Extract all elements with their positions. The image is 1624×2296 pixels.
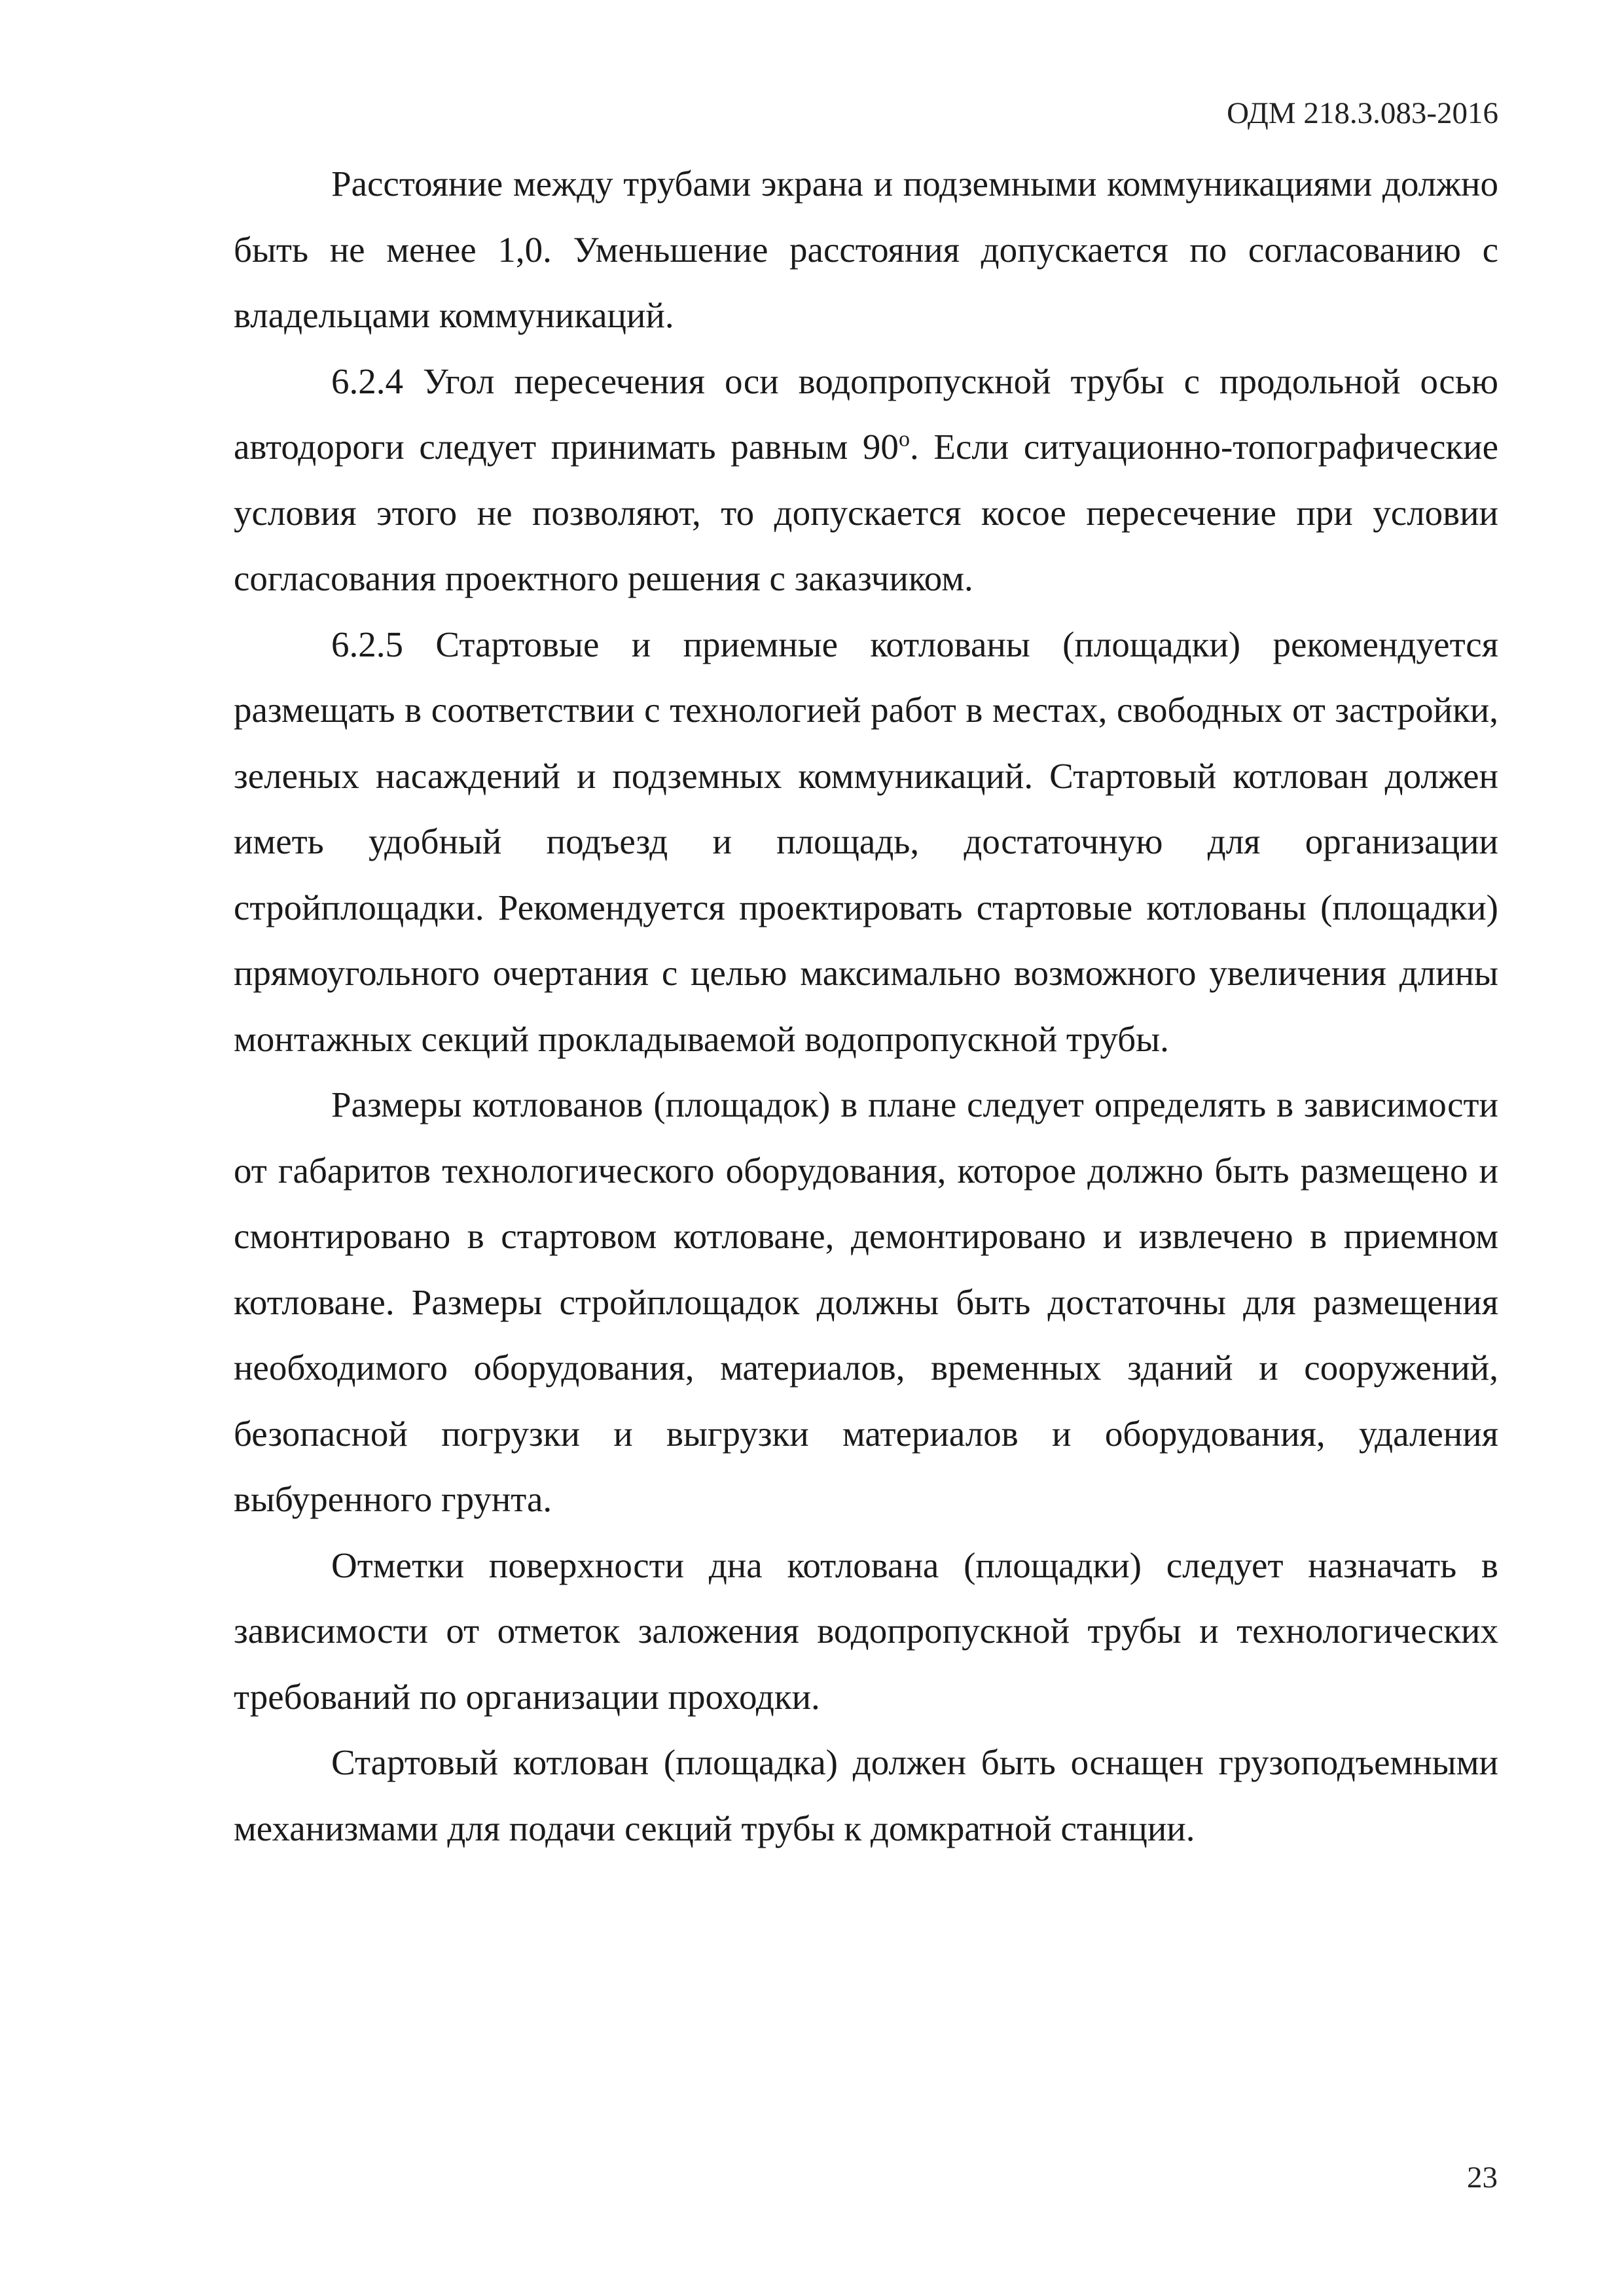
- paragraph-6-2-4-crossing-angle: [234, 349, 1498, 612]
- document-code-header: ОДМ 218.3.083-2016: [1227, 96, 1498, 130]
- page-number: 23: [1467, 2161, 1498, 2195]
- paragraph-6-2-5-pits: 6.2.5 Стартовые и приемные котлованы (площадки) рекомендуется размещать в соответствии с технологией работ в местах, свободных от застройки, зеленых насаждений и подземных коммуникаций. Стартовый котлован должен иметь удобный подъезд и площадь, достаточную для организации стройплощадки. Рекомендуется проектировать стартовые котлованы (площадки) прямоугольного очертания с целью максимально возможного увеличения длины монтажных секций прокладываемой водопропускной трубы.: [234, 624, 1498, 1059]
- paragraph-pit-bottom-elevation: Отметки поверхности дна котлована (площадки) следует назначать в зависимости от отметок заложения водопропускной трубы и технологических требований по организации проходки.: [234, 1545, 1498, 1717]
- paragraph-text-before: 6.2.4 Угол пересечения оси водопропускной трубы с продольной осью автодороги следует принимать равным 90: [234, 361, 1498, 467]
- degree-superscript: o: [898, 427, 910, 452]
- paragraph-text-after: . Если ситуационно-топографические условия этого не позволяют, то допускается косое пересечение при условии согласования проектного решения с заказчиком.: [234, 427, 1498, 598]
- paragraph-screen-distance: Расстояние между трубами экрана и подземными коммуникациями должно быть не менее 1,0. Уменьшение расстояния допускается по согласованию с владельцами коммуникаций.: [234, 164, 1498, 335]
- paragraph-pit-dimensions: Размеры котлованов (площадок) в плане следует определять в зависимости от габаритов технологического оборудования, которое должно быть размещено и смонтировано в стартовом котловане, демонтировано и извлечено в приемном котловане. Размеры стройплощадок должны быть достаточны для размещения необходимого оборудования, материалов, временных зданий и сооружений, безопасной погрузки и выгрузки материалов и оборудования, удаления выбуренного грунта.: [234, 1085, 1498, 1519]
- paragraph-lifting-equipment: Стартовый котлован (площадка) должен быть оснащен грузоподъемными механизмами для подачи секций трубы к домкратной станции.: [234, 1742, 1498, 1848]
- page-body: [234, 151, 1498, 1861]
